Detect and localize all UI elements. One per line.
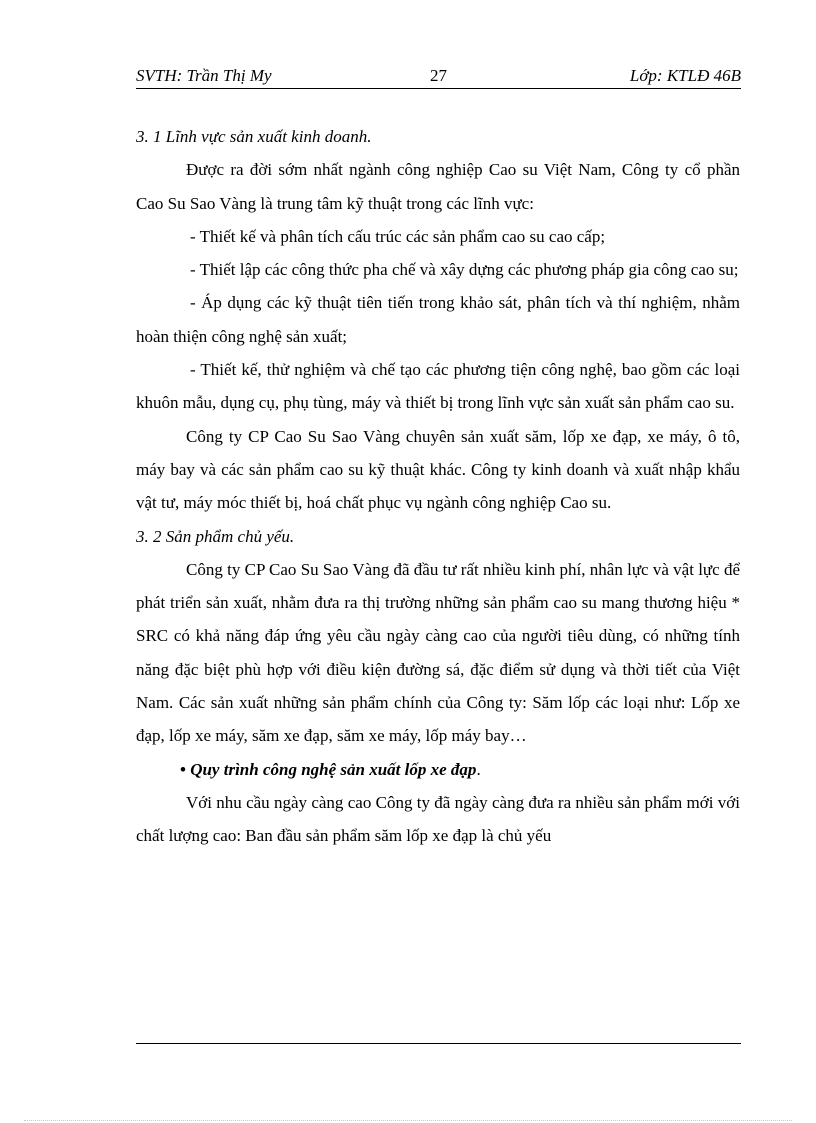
bullet-heading [136,753,740,786]
bullet-heading-text: Quy trình công nghệ sản xuất lốp xe đạp [190,759,477,779]
student-name: SVTH: Trần Thị My [136,66,272,85]
list-item: - Thiết kế và phân tích cấu trúc các sản phẩm cao su cao cấp; [190,226,606,246]
list-item: - Thiết kế, thử nghiệm và chế tạo các phương tiện công nghệ, bao gồm các loại khuôn mẫu, dụng cụ, phụ tùng, máy và thiết bị trong lĩnh vực sản xuất sản phẩm cao su. [136,360,740,413]
section-heading-3-1: 3. 1 Lĩnh vực sản xuất kinh doanh. [136,127,372,146]
page-header [136,64,741,89]
footer-rule [136,1043,741,1044]
section-heading-3-2: 3. 2 Sản phẩm chủ yếu. [136,526,295,546]
list-item: - Áp dụng các kỹ thuật tiên tiến trong khảo sát, phân tích và thí nghiệm, nhằm hoàn thiện công nghệ sản xuất; [136,293,740,346]
page-body [136,120,740,853]
page-number: 27 [430,66,447,85]
bullet-icon: • [180,759,186,779]
list-item: - Thiết lập các công thức pha chế và xây dựng các phương pháp gia công cao su; [190,260,739,280]
paragraph: Được ra đời sớm nhất ngành công nghiệp Cao su Việt Nam, Công ty cổ phần Cao Su Sao Vàng là trung tâm kỹ thuật trong các lĩnh vực: [136,160,740,213]
page-edge [24,1120,792,1121]
paragraph: Với nhu cầu ngày càng cao Công ty đã ngày càng đưa ra nhiều sản phẩm mới với chất lượng cao: Ban đầu sản phẩm săm lốp xe đạp là chủ yếu [136,792,740,846]
paragraph: Công ty CP Cao Su Sao Vàng đã đầu tư rất nhiều kinh phí, nhân lực và vật lực để phát triển sản xuất, nhằm đưa ra thị trường những sản phẩm cao su mang thương hiệu * SRC có khả năng đáp ứng yêu cầu ngày càng cao của người tiêu dùng, có những tính năng đặc biệt phù hợp với điều kiện đường sá, đặc điểm sử dụng và thời tiết của Việt Nam. Các sản xuất những sản phẩm chính của Công ty: Săm lốp các loại như: Lốp xe đạp, lốp xe máy, săm xe đạp, săm xe máy, lốp máy bay… [136,559,740,746]
paragraph: Công ty CP Cao Su Sao Vàng chuyên sản xuất săm, lốp xe đạp, xe máy, ô tô, máy bay và các sản phẩm cao su kỹ thuật khác. Công ty kinh doanh và xuất nhập khẩu vật tư, máy móc thiết bị, hoá chất phục vụ ngành công nghiệp Cao su. [136,426,740,513]
class-name: Lớp: KTLĐ 46B [629,66,741,85]
bullet-heading-period: . [476,759,481,779]
